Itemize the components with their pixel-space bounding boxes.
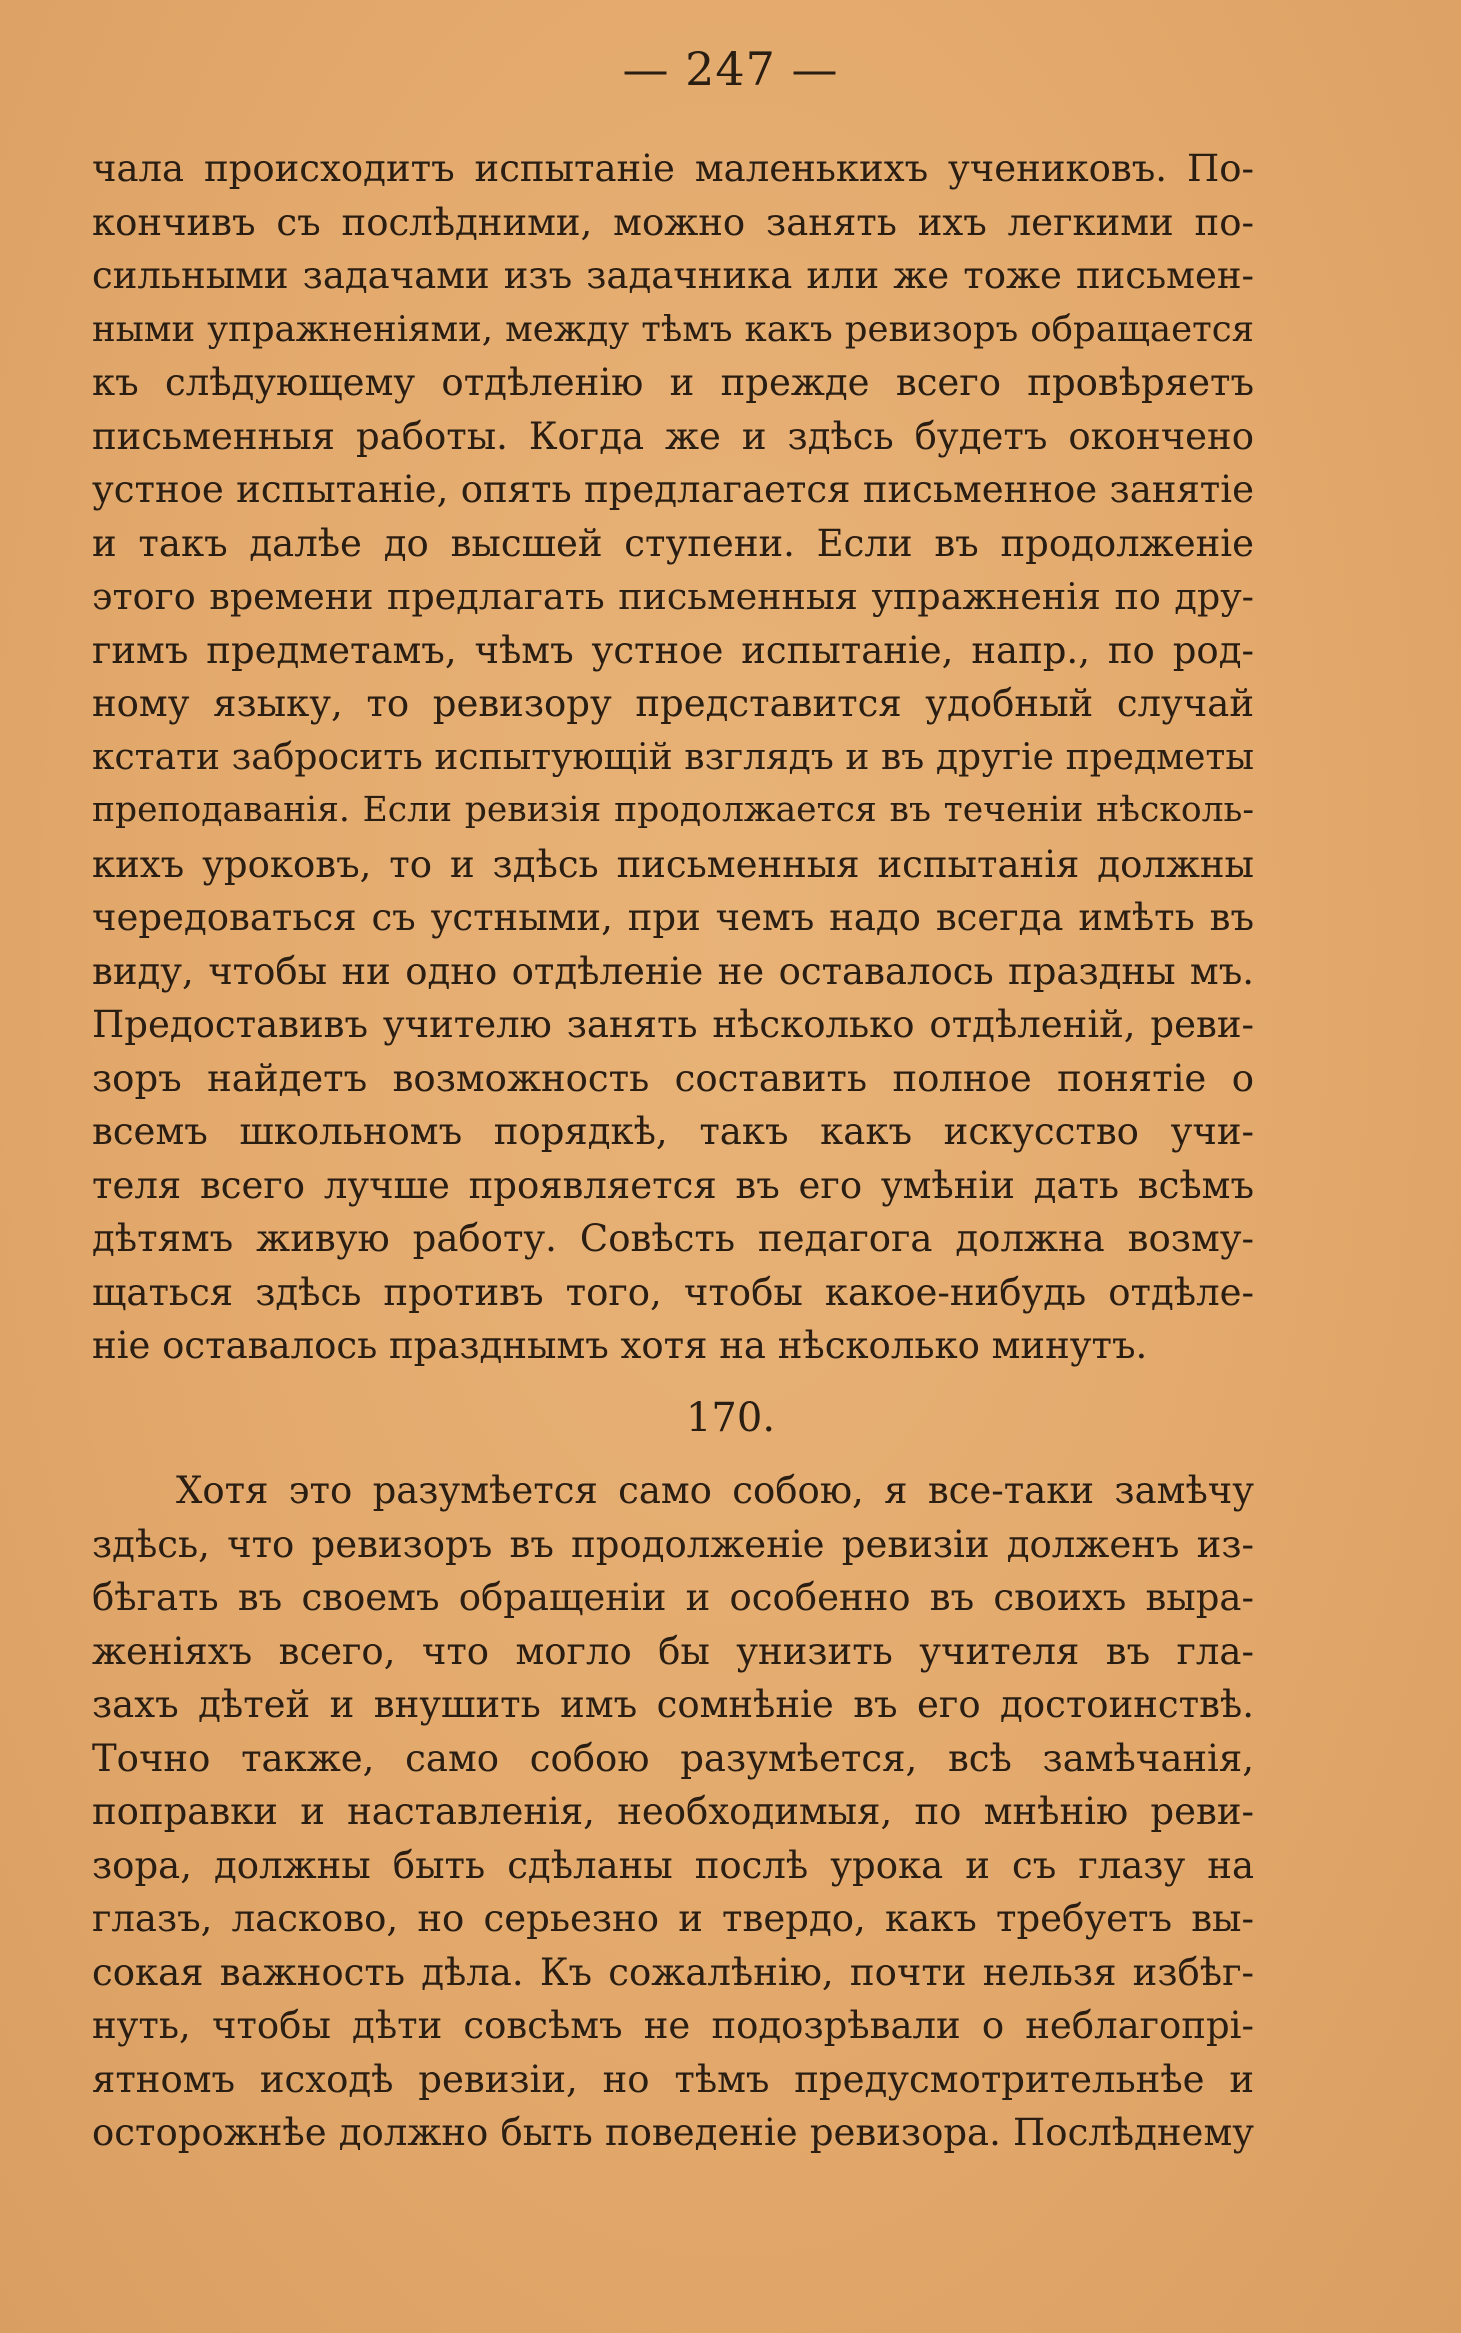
text-line: ніе оставалось празднымъ хотя на нѣсколько минутъ. — [92, 1324, 1148, 1367]
text-line: виду, чтобы ни одно отдѣленіе не оставалось праздны мъ. — [92, 949, 1254, 993]
text-line: чередоваться съ устными, при чемъ надо всегда имѣть въ — [92, 896, 1254, 939]
text-line: Точно также, само собою разумѣется, всѣ замѣчанія, — [92, 1736, 1254, 1780]
text-line: ятномъ исходѣ ревизіи, но тѣмъ предусмотрительнѣе и — [92, 2057, 1254, 2101]
text-line: Хотя это разумѣется само собою, я все-таки замѣчу — [176, 1469, 1254, 1512]
text-line: теля всего лучше проявляется въ его умѣніи дать всѣмъ — [92, 1163, 1254, 1207]
text-line: щаться здѣсь противъ того, чтобы какое-нибудь отдѣле- — [92, 1270, 1254, 1314]
text-line: женіяхъ всего, что могло бы унизить учителя въ гла- — [92, 1629, 1254, 1673]
page-number-header: — 247 — — [622, 42, 839, 96]
text-line: всемъ школьномъ порядкѣ, такъ какъ искусство учи- — [92, 1110, 1254, 1153]
text-line: захъ дѣтей и внушить имъ сомнѣніе въ его достоинствѣ. — [92, 1683, 1254, 1726]
text-line: и такъ далѣе до высшей ступени. Если въ продолженіе — [92, 521, 1254, 565]
text-line: нуть, чтобы дѣти совсѣмъ не подозрѣвали о неблагопрі- — [92, 2004, 1254, 2047]
text-line: кстати забросить испытующій взглядъ и въ другіе предметы — [92, 736, 1254, 778]
text-line: зора, должны быть сдѣланы послѣ урока и съ глазу на — [92, 1843, 1254, 1887]
text-line: сокая важность дѣла. Къ сожалѣнію, почти нельзя избѣг- — [92, 1950, 1254, 1994]
text-line: осторожнѣе должно быть поведеніе ревизора. Послѣднему — [92, 2111, 1254, 2154]
text-line: этого времени предлагать письменныя упражненія по дру- — [92, 575, 1254, 618]
text-line: бѣгать въ своемъ обращеніи и особенно въ своихъ выра- — [92, 1576, 1254, 1619]
text-line: Предоставивъ учителю занять нѣсколько отдѣленій, реви- — [92, 1003, 1254, 1046]
text-line: ному языку, то ревизору представится удобный случай — [92, 682, 1254, 725]
section-number: 170. — [685, 1395, 776, 1441]
text-line: кончивъ съ послѣдними, можно занять ихъ легкими по- — [92, 200, 1254, 244]
paragraph-1 — [92, 142, 1254, 1373]
text-line: преподаванія. Если ревизія продолжается въ теченіи нѣсколь- — [92, 790, 1254, 830]
text-line: сильными задачами изъ задачника или же тоже письмен- — [92, 254, 1254, 297]
text-line: устное испытаніе, опять предлагается письменное занятіе — [92, 468, 1254, 511]
text-line: къ слѣдующему отдѣленію и прежде всего провѣряетъ — [92, 361, 1254, 404]
text-line: ными упражненіями, между тѣмъ какъ ревизоръ обращается — [92, 308, 1254, 350]
text-line: дѣтямъ живую работу. Совѣсть педагога должна возму- — [92, 1217, 1254, 1260]
text-line: чала происходитъ испытаніе маленькихъ учениковъ. По- — [92, 147, 1254, 190]
text-line: зоръ найдетъ возможность составить полное понятіе о — [92, 1056, 1254, 1100]
text-line: письменныя работы. Когда же и здѣсь будетъ окончено — [92, 414, 1254, 458]
text-line: глазъ, ласково, но серьезно и твердо, какъ требуетъ вы- — [92, 1897, 1254, 1940]
text-line: гимъ предметамъ, чѣмъ устное испытаніе, напр., по род- — [92, 628, 1254, 672]
text-line: здѣсь, что ревизоръ въ продолженіе ревизіи долженъ из- — [92, 1522, 1254, 1566]
paragraph-2 — [92, 1464, 1254, 2160]
text-line: кихъ уроковъ, то и здѣсь письменныя испытанія должны — [92, 842, 1254, 886]
text-line: поправки и наставленія, необходимыя, по мнѣнію реви- — [92, 1790, 1254, 1833]
